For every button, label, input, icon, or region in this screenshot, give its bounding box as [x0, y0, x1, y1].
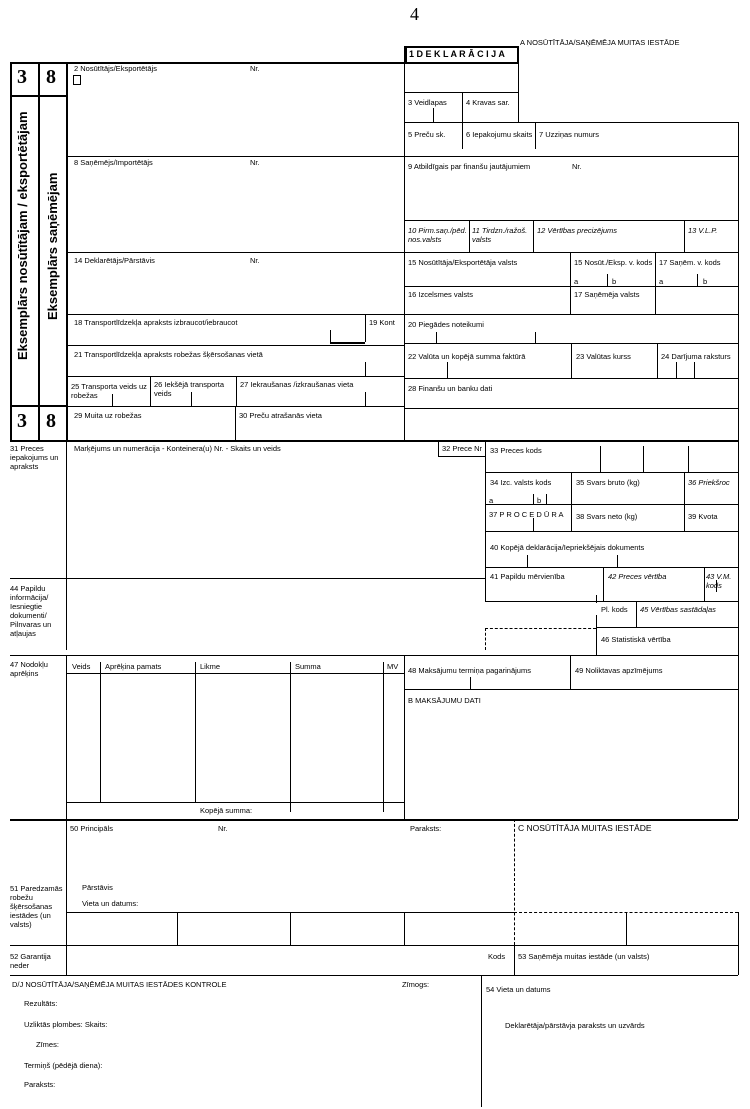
rule — [404, 689, 738, 690]
rule — [527, 555, 528, 567]
rule — [676, 362, 677, 378]
field-33-label: 33 Preces kods — [490, 446, 542, 455]
rule — [626, 912, 627, 945]
rule — [66, 376, 404, 377]
field-44-label: 44 Papildu informācija/ Iesniegtie dokumenti/ Pilnvaras un atļaujas — [10, 584, 52, 638]
col-pamats: Aprēķina pamats — [105, 662, 162, 671]
representative-label: Pārstāvis — [82, 883, 113, 892]
rule — [404, 655, 405, 819]
field-18-label: 18 Transportlīdzekļa apraksts izbraucot/iebraucot — [74, 318, 238, 327]
rule — [236, 376, 237, 406]
rule — [365, 362, 366, 376]
rule — [438, 440, 439, 456]
b-label: b — [703, 277, 708, 286]
field-30-label: 30 Preču atrašanās vieta — [239, 411, 322, 420]
field-35-label: 35 Svars bruto (kg) — [576, 478, 640, 487]
rule — [112, 394, 113, 406]
rule — [365, 314, 366, 342]
signature-label: Paraksts: — [410, 824, 442, 833]
rule — [518, 46, 519, 122]
rule — [66, 655, 67, 819]
field-29-label: 29 Muita uz robežas — [74, 411, 142, 420]
rule — [10, 578, 485, 579]
field-31-subtitle: Marķējums un numerācija - Konteinera(u) Nr. - Skaits un veids — [74, 444, 281, 453]
declarant-signature-label: Deklarētāja/pārstāvja paraksts un uzvārds — [505, 1021, 645, 1030]
rule — [514, 945, 515, 975]
field-19-label: 19 Kont — [369, 318, 395, 327]
rule — [571, 343, 572, 378]
a-label: a — [659, 277, 664, 286]
result-label: Rezultāts: — [24, 999, 58, 1008]
rule — [10, 62, 12, 440]
field-47-label: 47 Nodokļu aprēķins — [10, 660, 48, 678]
field-25-label: 25 Transporta veids uz robežas — [71, 382, 147, 400]
rule — [643, 446, 644, 472]
rule — [684, 220, 685, 252]
stamp-label: Zīmogs: — [402, 980, 430, 989]
field-49-label: 49 Noliktavas apzīmējums — [575, 666, 663, 675]
rule — [485, 440, 486, 602]
rule — [738, 601, 739, 655]
b-label: b — [612, 277, 617, 286]
a-label: a — [574, 277, 579, 286]
rule — [436, 332, 437, 343]
rule — [603, 567, 604, 602]
checkbox[interactable] — [73, 75, 81, 85]
rule — [290, 912, 291, 945]
field-11-label: 11 Tirdzn./ražoš. valsts — [472, 226, 528, 244]
rule — [404, 286, 738, 287]
field-9-label: 9 Atbildīgais par finanšu jautājumiem — [408, 162, 531, 171]
rule — [607, 274, 608, 286]
rule — [66, 62, 68, 440]
dashed-rule — [514, 819, 515, 945]
side-label-receiver: Eksemplārs saņēmējam — [45, 172, 60, 320]
field-41-label: 41 Papildu mērvienība — [490, 572, 565, 581]
rule — [10, 405, 66, 407]
rule — [404, 378, 738, 379]
rule — [697, 274, 698, 286]
deadline-label: Termiņš (pēdējā diena): — [24, 1061, 103, 1070]
field-13-label: 13 V.L.P. — [688, 226, 718, 235]
field-5-label: 5 Preču sk. — [408, 130, 446, 139]
field-c-label: C NOSŪTĪTĀJA MUITAS IESTĀDE — [518, 823, 652, 833]
nr-label: Nr. — [572, 162, 582, 171]
field-23-label: 23 Valūtas kurss — [576, 352, 631, 361]
col-likme: Likme — [200, 662, 221, 671]
field-42-label: 42 Preces vērtība — [608, 572, 667, 581]
nr-label: Nr. — [250, 158, 260, 167]
rule — [10, 62, 406, 64]
rule — [657, 343, 658, 378]
rule — [438, 456, 485, 457]
rule — [485, 472, 738, 473]
rule — [150, 376, 151, 406]
seals-label: Uzliktās plombes: Skaits: — [24, 1020, 108, 1029]
rule — [10, 819, 738, 821]
b-label: b — [537, 496, 542, 505]
rule — [535, 332, 536, 343]
field-26-label: 26 Iekšējā transporta veids — [154, 380, 225, 398]
rule — [535, 122, 536, 149]
rule — [404, 408, 738, 409]
rule — [636, 601, 637, 627]
field-50-label: 50 Principāls — [70, 824, 113, 833]
rule — [191, 392, 192, 406]
field-52-label: 52 Garantija neder — [10, 952, 51, 970]
rule — [469, 220, 470, 252]
rule — [66, 802, 404, 803]
pl-kods-label: Pl. kods — [601, 605, 628, 614]
field-37-label: 37 P R O C E D Ū R A — [489, 510, 564, 519]
field-15ab-label: 15 Nosūt./Eksp. v. kods — [574, 258, 653, 267]
nr-label: Nr. — [250, 64, 260, 73]
col-summa: Summa — [295, 662, 321, 671]
signature-label-2: Paraksts: — [24, 1080, 56, 1089]
col-veids: Veids — [72, 662, 91, 671]
field-45-label: 45 Vērtības sastādaļas — [640, 605, 716, 614]
field-4-label: 4 Kravas sar. — [466, 98, 510, 107]
rule — [10, 945, 738, 946]
rule — [290, 662, 291, 812]
field-14-label: 14 Deklarētājs/Pārstāvis — [74, 256, 155, 265]
rule — [433, 108, 434, 122]
rule — [10, 440, 738, 442]
rule — [738, 945, 739, 975]
copy-number-3: 3 — [17, 410, 27, 432]
rule — [404, 122, 738, 123]
rule — [100, 662, 101, 802]
rule — [738, 655, 739, 819]
rule — [485, 601, 738, 602]
field-36-label: 36 Priekšroc — [688, 478, 730, 487]
field-17ab-label: 17 Saņēm. v. kods — [659, 258, 721, 267]
rule — [235, 406, 236, 440]
side-label-sender: Eksemplārs nosūtītājam / eksportētājam — [15, 111, 30, 360]
rule — [533, 220, 534, 252]
field-28-label: 28 Finanšu un banku dati — [408, 384, 493, 393]
rule — [617, 555, 618, 567]
page-number: 4 — [410, 4, 419, 24]
field-17-label: 17 Saņēmēja valsts — [574, 290, 640, 299]
field-16-label: 16 Izcelsmes valsts — [408, 290, 474, 299]
rule — [10, 655, 738, 656]
rule — [704, 567, 705, 602]
rule — [404, 46, 405, 440]
field-7-label: 7 Uzziņas numurs — [539, 130, 600, 139]
rule — [365, 392, 366, 406]
rule — [66, 440, 67, 578]
rule — [404, 92, 518, 93]
field-24-label: 24 Darījuma raksturs — [661, 352, 731, 361]
rule — [66, 578, 67, 650]
field-39-label: 39 Kvota — [688, 512, 718, 521]
field-32-label: 32 Prece Nr — [442, 444, 483, 453]
rule — [330, 330, 331, 342]
rule — [596, 615, 597, 655]
code-label: Kods — [488, 952, 506, 961]
rule — [447, 362, 448, 378]
copy-number-1: 3 — [17, 66, 27, 88]
rule — [596, 595, 597, 603]
total-label: Kopējā summa: — [200, 806, 253, 815]
copy-number-2: 8 — [46, 66, 56, 88]
rule — [38, 62, 40, 440]
field-22-label: 22 Valūta un kopējā summa faktūrā — [408, 352, 526, 361]
a-label: a — [489, 496, 494, 505]
marks-label: Zīmes: — [36, 1040, 59, 1049]
rule — [571, 472, 572, 531]
field-d-label: D/J NOSŪTĪTĀJA/SAŅĒMĒJA MUITAS IESTĀDES KONTROLE — [12, 980, 227, 989]
rule — [533, 494, 534, 504]
rule — [470, 677, 471, 689]
place-date-label: Vieta un datums: — [82, 899, 139, 908]
rule — [485, 567, 738, 568]
nr-label: Nr. — [218, 824, 228, 833]
rule — [330, 342, 365, 344]
field-38-label: 38 Svars neto (kg) — [576, 512, 638, 521]
rule — [66, 945, 67, 975]
field-b-label: B MAKSĀJUMU DATI — [408, 696, 481, 705]
rule — [600, 446, 601, 472]
rule — [10, 975, 738, 976]
rule — [66, 819, 67, 945]
rule — [694, 362, 695, 378]
field-10-label: 10 Pirm.saņ./pēd. nos.valsts — [408, 226, 467, 244]
rule — [177, 912, 178, 945]
rule — [684, 472, 685, 531]
rule — [738, 440, 739, 602]
copy-number-4: 8 — [46, 410, 56, 432]
field-40-label: 40 Kopējā deklarācija/Iepriekšējais dokuments — [490, 543, 645, 552]
field-8-label: 8 Saņēmējs/Importētājs — [74, 158, 153, 167]
rule — [485, 504, 738, 505]
rule — [10, 95, 66, 97]
dashed-rule — [485, 628, 596, 629]
field-53-label: 53 Saņēmēja muitas iestāde (un valsts) — [518, 952, 650, 961]
field-27-label: 27 Iekraušanas /izkraušanas vieta — [240, 380, 354, 389]
rule — [66, 314, 738, 315]
field-48-label: 48 Maksājumu termiņa pagarinājums — [408, 666, 531, 675]
rule — [738, 122, 739, 440]
rule — [485, 531, 738, 532]
rule — [546, 494, 547, 504]
field-6-label: 6 Iepakojumu skaits — [466, 130, 533, 139]
rule — [66, 345, 404, 346]
rule — [66, 673, 404, 674]
rule — [404, 912, 405, 945]
rule — [738, 912, 739, 945]
rule — [66, 252, 738, 253]
rule — [655, 252, 656, 314]
col-mv: MV — [387, 662, 399, 671]
rule — [195, 662, 196, 802]
field-43-label: 43 V.M. kods — [706, 572, 732, 590]
rule — [596, 627, 738, 628]
field-31-label: 31 Preces iepakojums un apraksts — [10, 444, 59, 471]
rule — [533, 518, 534, 531]
field-21-label: 21 Transportlīdzekļa apraksts robežas šķērsošanas vietā — [74, 350, 263, 359]
rule — [383, 662, 384, 812]
rule — [66, 156, 738, 157]
field-3-label: 3 Veidlapas — [408, 98, 447, 107]
nr-label: Nr. — [250, 256, 260, 265]
rule — [462, 92, 463, 149]
field-46-label: 46 Statistiskā vērtība — [601, 635, 671, 644]
rule — [570, 252, 571, 314]
field-20-label: 20 Piegādes noteikumi — [408, 320, 484, 329]
field-54-label: 54 Vieta un datums — [486, 985, 551, 994]
declaration-title: 1 D E K L A R Ā C I J A — [409, 49, 505, 59]
field-12-label: 12 Vērtības precizējums — [537, 226, 618, 235]
rule — [570, 655, 571, 689]
field-34-label: 34 Izc. valsts kods — [490, 478, 552, 487]
field-2-label: 2 Nosūtītājs/Eksportētājs — [74, 64, 157, 73]
field-51-label: 51 Paredzamās robežu šķērsošanas iestādes (un valsts) — [10, 884, 63, 929]
rule — [404, 220, 738, 221]
office-a-label: A NOSŪTĪTĀJA/SAŅĒMĒJA MUITAS IESTĀDE — [520, 38, 680, 47]
dashed-rule — [485, 628, 486, 650]
field-15-label: 15 Nosūtītāja/Eksportētāja valsts — [408, 258, 518, 267]
rule — [481, 975, 482, 1107]
rule — [688, 446, 689, 472]
